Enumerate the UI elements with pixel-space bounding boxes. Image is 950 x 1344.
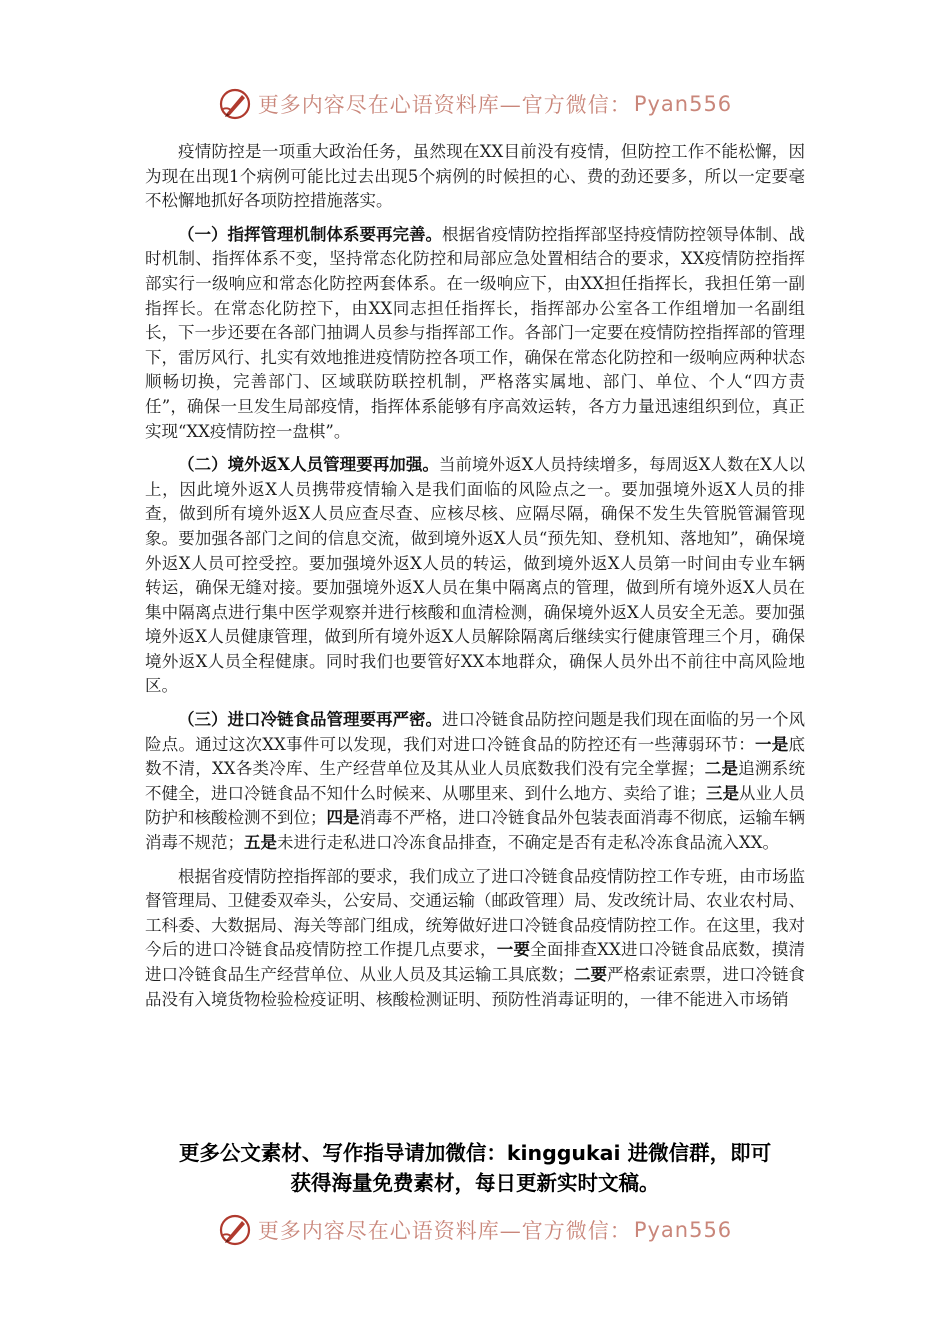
paragraph-text: 当前境外返X人员持续增多，每周返X人数在X人以上，因此境外返X人员携带疫情输入是我们面临的风险点之一。要加强境外返X人员的排查，做到所有境外返X人员应查尽查、应核尽核、应隔尽隔，确保不发生失管脱管漏管现象。要加强各部门之间的信息交流，做到境外返X人员“预先知、登机知、落地知”，确保境外返X人员可控受控。要加强境外返X人员的转运，做到境外返X人员第一时间由专业车辆转运，确保无缝对接。要加强境外返X人员在集中隔离点的管理，做到所有境外返X人员在集中隔离点进行集中医学观察并进行核酸和血清检测，确保境外返X人员安全无恙。要加强境外返X人员健康管理，做到所有境外返X人员解除隔离后继续实行健康管理三个月，确保境外返X人员全程健康。同时我们也要管好XX本地群众，确保人员外出不前往中高风险地区。 bbox=[145, 455, 805, 696]
paragraph-intro: 疫情防控是一项重大政治任务，虽然现在XX目前没有疫情，但防控工作不能松懈，因为现在出现1个病例可能比过去出现5个病例的时候担的心、费的劲还要多，所以一定要毫不松懈地抓好各项防控措施落实。 bbox=[145, 142, 805, 211]
paragraph-text: 未进行走私进口冷冻食品排查，不确定是否有走私冷冻食品流入XX。 bbox=[277, 833, 779, 853]
footer-text: 更多内容尽在心语资料库—官方微信： bbox=[257, 1219, 632, 1243]
paragraph-overseas-returnees bbox=[145, 453, 805, 699]
emphasis-first-req: 一要 bbox=[496, 940, 531, 960]
footer-banner bbox=[0, 1210, 950, 1250]
paragraph-text: 全面排查XX进口冷链食品底数，摸清进口冷链食品生产经营单位、从业人员及其运输工具底数； bbox=[145, 940, 805, 984]
document-body bbox=[145, 140, 805, 1012]
header-text: 更多内容尽在心语资料库—官方微信： bbox=[257, 93, 632, 117]
promo-banner bbox=[0, 1138, 950, 1198]
pen-logo-icon bbox=[218, 1213, 252, 1247]
promo-line-1: 更多公文素材、写作指导请加微信：kinggukai 进微信群，即可 bbox=[178, 1141, 772, 1165]
section-heading-3: （三）进口冷链食品管理要再严密。 bbox=[178, 710, 442, 730]
header-banner bbox=[0, 84, 950, 124]
paragraph-text: 消毒不严格，进口冷链食品外包装表面消毒不彻底，运输车辆消毒不规范； bbox=[145, 808, 805, 853]
paragraph-text: 底数不清，XX各类冷库、生产经营单位及其从业人员底数我们没有完全掌握； bbox=[145, 734, 805, 779]
footer-wechat-id: Pyan556 bbox=[633, 1218, 733, 1242]
emphasis-second-req: 二要 bbox=[574, 965, 607, 984]
paragraph-text: 进口冷链食品防控问题是我们现在面临的另一个风险点。通过这次XX事件可以发现，我们对进口冷链食品的防控还有一些薄弱环节： bbox=[145, 710, 805, 754]
paragraph-cold-chain bbox=[145, 708, 805, 856]
promo-line-2: 获得海量免费素材，每日更新实时文稿。 bbox=[290, 1171, 660, 1195]
pen-logo-icon bbox=[218, 87, 252, 121]
emphasis-second: 二是 bbox=[704, 759, 739, 779]
paragraph-command-system bbox=[145, 223, 805, 444]
paragraph-text: 从业人员防护和核酸检测不到位； bbox=[145, 783, 805, 828]
emphasis-fourth: 四是 bbox=[326, 808, 360, 828]
section-heading-2: （二）境外返X人员管理要再加强。 bbox=[178, 455, 439, 475]
paragraph-text: 根据省疫情防控指挥部的要求，我们成立了进口冷链食品疫情防控工作专班，由市场监督管理局、卫健委双牵头，公安局、交通运输（邮政管理）局、发改统计局、农业农村局、工科委、大数据局、海关等部门组成，统筹做好进口冷链食品疫情防控工作。在这里，我对今后的进口冷链食品疫情防控工作提几点要求， bbox=[145, 866, 805, 960]
emphasis-fifth: 五是 bbox=[244, 833, 277, 853]
paragraph-task-force bbox=[145, 865, 805, 1013]
paragraph-text: 严格索证索票，进口冷链食品没有入境货物检验检疫证明、核酸检测证明、预防性消毒证明的，一律不能进入市场销 bbox=[145, 965, 805, 1009]
paragraph-text: 根据省疫情防控指挥部坚持疫情防控领导体制、战时机制、指挥体系不变，坚持常态化防控和局部应急处置相结合的要求，XX疫情防控指挥部实行一级响应和常态化防控两套体系。在一级响应下，由XX担任指挥长，我担任第一副指挥长。在常态化防控下，由XX同志担任指挥长，指挥部办公室各工作组增加一名副组长，下一步还要在各部门抽调人员参与指挥部工作。各部门一定要在疫情防控指挥部的管理下，雷厉风行、扎实有效地推进疫情防控各项工作，确保在常态化防控和一级响应两种状态顺畅切换，完善部门、区域联防联控机制，严格落实属地、部门、单位、个人“四方责任”，确保一旦发生局部疫情，指挥体系能够有序高效运转，各方力量迅速组织到位，真正实现“XX疫情防控一盘棋”。 bbox=[145, 224, 805, 441]
emphasis-third: 三是 bbox=[706, 783, 739, 803]
header-wechat-id: Pyan556 bbox=[633, 92, 733, 116]
emphasis-first: 一是 bbox=[755, 734, 789, 754]
section-heading-1: （一）指挥管理机制体系要再完善。 bbox=[178, 224, 442, 244]
paragraph-text: 追溯系统不健全，进口冷链食品不知什么时候来、从哪里来、到什么地方、卖给了谁； bbox=[145, 759, 805, 803]
